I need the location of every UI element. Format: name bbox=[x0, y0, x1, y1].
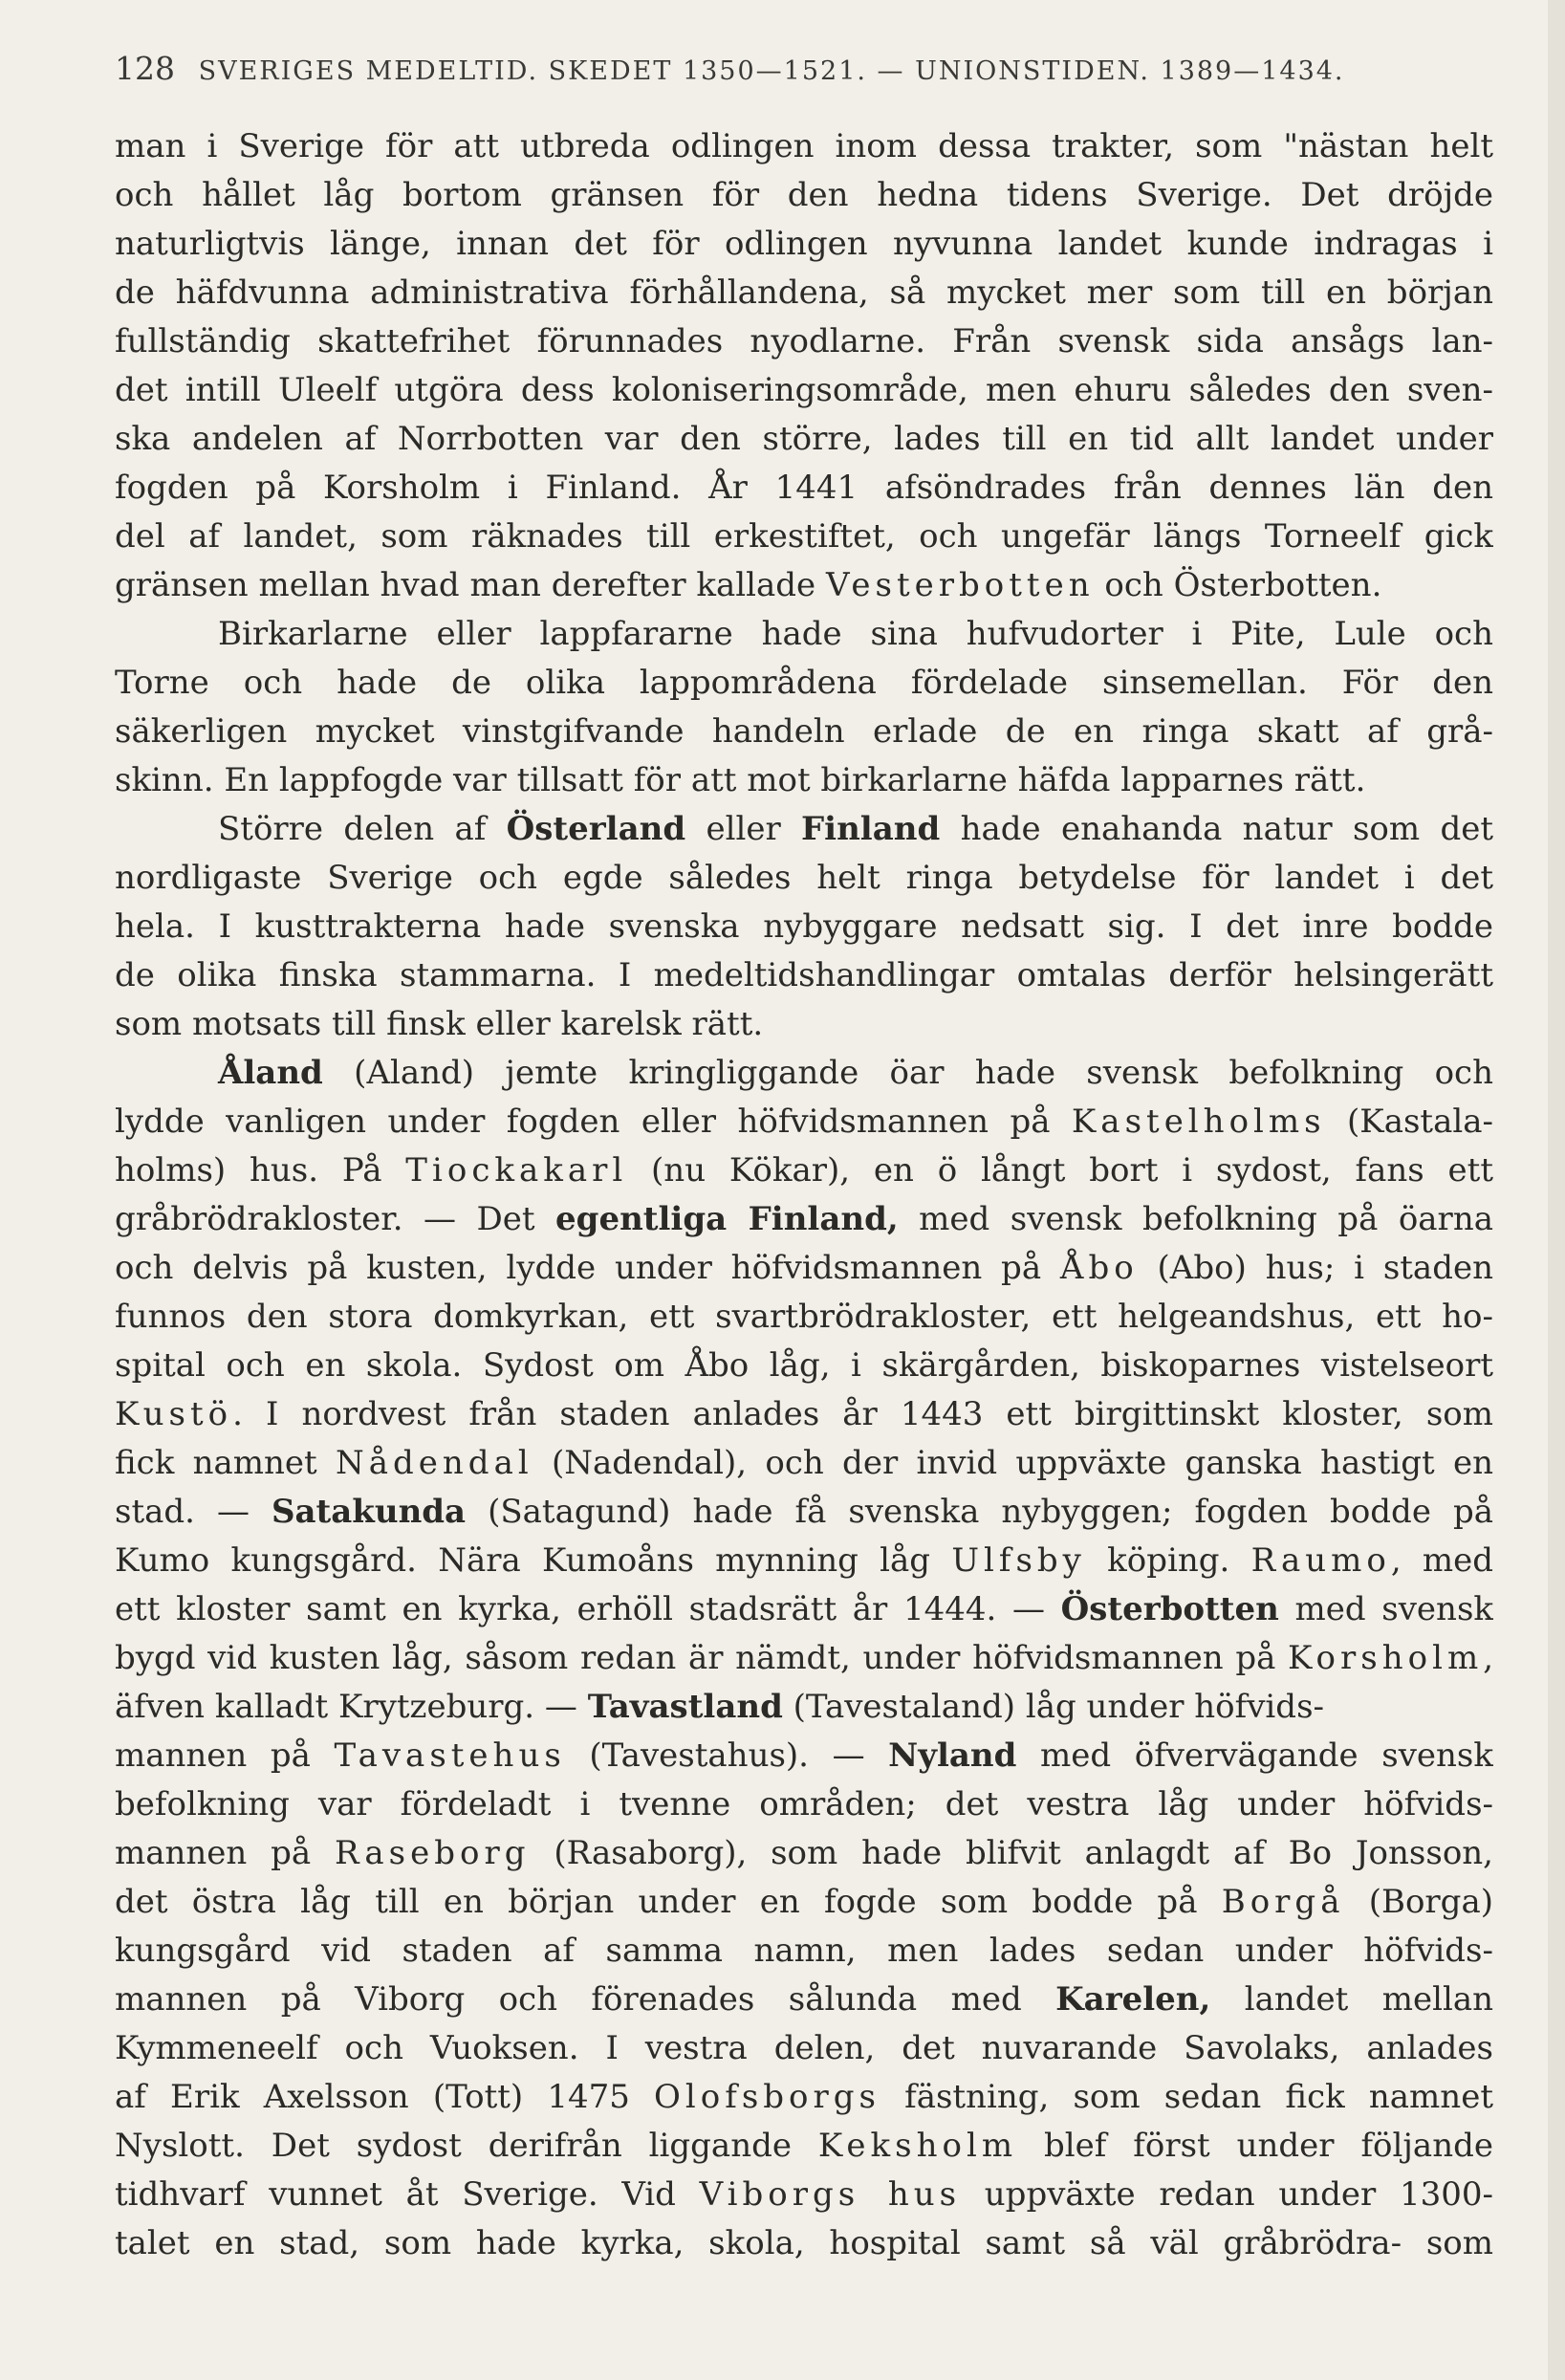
text-run: bygd vid kusten låg, såsom redan är nämdt, under höfvidsmannen på bbox=[115, 1639, 1289, 1677]
text-line bbox=[115, 1049, 1493, 1098]
text-line bbox=[115, 951, 1493, 1000]
text-run: skinn. En lappfogde var tillsatt för att mot birkarlarne häfda lapparnes rätt. bbox=[115, 761, 1366, 799]
bold-term: egentliga Finland, bbox=[555, 1200, 899, 1238]
text-run: de olika finska stammarna. I medeltidshandlingar omtalas derför helsingerätt bbox=[115, 956, 1493, 994]
text-run: och Österbotten. bbox=[1094, 566, 1382, 604]
text-run: och hållet låg bortom gränsen för den hedna tidens Sverige. Det dröjde bbox=[115, 176, 1493, 214]
text-run: ska andelen af Norrbotten var den större, lades till en tid allt landet under bbox=[115, 420, 1493, 458]
text-run: de häfdvunna administrativa förhållandena, så mycket mer som till en början bbox=[115, 273, 1493, 312]
text-run: holms) hus. På bbox=[115, 1151, 406, 1190]
text-run: funnos den stora domkyrkan, ett svartbrödrakloster, ett helgeandshus, ett ho- bbox=[115, 1298, 1493, 1336]
bold-term: Finland bbox=[801, 810, 941, 848]
text-run: mannen på Viborg och förenades sålunda med bbox=[115, 1980, 1056, 2019]
spaced-term: Tavastehus bbox=[334, 1736, 566, 1775]
spaced-term: Keksholm bbox=[817, 2127, 1018, 2165]
text-line bbox=[115, 903, 1493, 951]
text-line bbox=[115, 659, 1493, 708]
text-run: (Tavestahus). — bbox=[565, 1736, 889, 1775]
text-line bbox=[115, 610, 1493, 659]
page-edge bbox=[1548, 0, 1565, 2380]
text-run: gråbrödrakloster. — Det bbox=[115, 1200, 556, 1238]
text-run: (Rasaborg), som hade blifvit anlagdt af Bo Jonsson, bbox=[530, 1834, 1493, 1872]
text-run: Torne och hade de olika lappområdena fördelade sinsemellan. För den bbox=[115, 664, 1493, 702]
text-run: (Borga) bbox=[1344, 1883, 1493, 1921]
text-line bbox=[115, 415, 1493, 464]
text-run: landet mellan bbox=[1210, 1980, 1493, 2019]
bold-term: Satakunda bbox=[271, 1493, 467, 1531]
text-run: eller bbox=[685, 810, 802, 848]
text-line bbox=[115, 1000, 1493, 1049]
text-line bbox=[115, 1293, 1493, 1342]
text-run: Birkarlarne eller lappfararne hade sina hufvudorter i Pite, Lule och bbox=[218, 615, 1493, 653]
spaced-term: Kustö bbox=[115, 1395, 233, 1433]
text-run: säkerligen mycket vinstgifvande handeln erlade de en ringa skatt af grå- bbox=[115, 712, 1493, 751]
text-run: det intill Uleelf utgöra dess koloniseringsområde, men ehuru således den sven- bbox=[115, 371, 1493, 409]
text-line bbox=[115, 317, 1493, 366]
spaced-term: Åbo bbox=[1059, 1249, 1139, 1287]
text-line bbox=[115, 1683, 1493, 1732]
text-line bbox=[115, 1488, 1493, 1537]
text-line bbox=[115, 1342, 1493, 1390]
text-run: mannen på bbox=[115, 1736, 335, 1775]
text-line bbox=[115, 1878, 1493, 1927]
text-run: hade enahanda natur som det bbox=[940, 810, 1493, 848]
text-run: med svensk bbox=[1278, 1590, 1493, 1628]
text-run: Nyslott. Det sydost derifrån liggande bbox=[115, 2127, 818, 2165]
text-line bbox=[115, 1537, 1493, 1585]
text-line bbox=[115, 1829, 1493, 1878]
spaced-term: Ulfsby bbox=[951, 1541, 1086, 1580]
text-run: uppväxte redan under 1300- bbox=[961, 2175, 1493, 2214]
page-number: 128 bbox=[115, 50, 175, 87]
text-line bbox=[115, 1585, 1493, 1634]
text-line bbox=[115, 1732, 1493, 1780]
text-line bbox=[115, 1439, 1493, 1488]
text-line bbox=[115, 122, 1493, 171]
spaced-term: Olofsborgs bbox=[654, 2078, 880, 2116]
text-run: Kumo kungsgård. Nära Kumoåns mynning låg bbox=[115, 1541, 952, 1580]
text-line bbox=[115, 1634, 1493, 1683]
text-run: (Satagund) hade få svenska nybyggen; fogden bodde på bbox=[466, 1493, 1493, 1531]
text-line bbox=[115, 1098, 1493, 1146]
text-run: blef först under följande bbox=[1017, 2127, 1493, 2165]
text-run: (Kastala- bbox=[1325, 1103, 1493, 1141]
text-run: naturligtvis länge, innan det för odlingen nyvunna landet kunde indragas i bbox=[115, 225, 1493, 263]
bold-term: Åland bbox=[218, 1054, 323, 1092]
spaced-term: Vesterbotten bbox=[825, 566, 1095, 604]
text-line bbox=[115, 708, 1493, 756]
text-line bbox=[115, 220, 1493, 269]
text-line bbox=[115, 513, 1493, 561]
bold-term: Österbotten bbox=[1060, 1590, 1279, 1628]
spaced-term: Tiockakarl bbox=[405, 1151, 628, 1190]
text-run: (Abo) hus; i staden bbox=[1138, 1249, 1493, 1287]
text-run: lydde vanligen under fogden eller höfvidsmannen på bbox=[115, 1103, 1072, 1141]
spaced-term: Kastelholms bbox=[1071, 1103, 1326, 1141]
text-line bbox=[115, 366, 1493, 415]
text-run: ett kloster samt en kyrka, erhöll stadsrätt år 1444. — bbox=[115, 1590, 1061, 1628]
text-run: som motsats till finsk eller karelsk rätt. bbox=[115, 1005, 764, 1043]
text-line bbox=[115, 1146, 1493, 1195]
text-run: kungsgård vid staden af samma namn, men lades sedan under höfvids- bbox=[115, 1932, 1493, 1970]
text-line bbox=[115, 269, 1493, 317]
spaced-term: Korsholm bbox=[1288, 1639, 1484, 1677]
text-line bbox=[115, 805, 1493, 854]
text-line bbox=[115, 561, 1493, 610]
text-line bbox=[115, 756, 1493, 805]
text-line bbox=[115, 2122, 1493, 2171]
text-run: af Erik Axelsson (Tott) 1475 bbox=[115, 2078, 655, 2116]
text-run: fullständig skattefrihet förunnades nyodlarne. Från svensk sida ansågs lan- bbox=[115, 322, 1493, 360]
text-run: med svensk befolkning på öarna bbox=[898, 1200, 1493, 1238]
text-run: stad. — bbox=[115, 1493, 272, 1531]
body-text bbox=[115, 122, 1493, 2268]
text-run: fick namnet bbox=[115, 1444, 336, 1482]
text-run: mannen på bbox=[115, 1834, 336, 1872]
spaced-term: Borgå bbox=[1221, 1883, 1345, 1921]
text-run: spital och en skola. Sydost om Åbo låg, i skärgården, biskoparnes vistelseort bbox=[115, 1346, 1493, 1385]
text-run: hela. I kusttrakterna hade svenska nybyggare nedsatt sig. I det inre bodde bbox=[115, 907, 1493, 946]
text-run: talet en stad, som hade kyrka, skola, hospital samt så väl gråbrödra- som bbox=[115, 2224, 1493, 2262]
text-run: tidhvarf vunnet åt Sverige. Vid bbox=[115, 2175, 700, 2214]
text-run: fästning, som sedan fick namnet bbox=[880, 2078, 1493, 2116]
text-run: befolkning var fördeladt i tvenne områden; det vestra låg under höfvids- bbox=[115, 1785, 1493, 1823]
text-run: Större delen af bbox=[218, 810, 507, 848]
text-run: det östra låg till en början under en fogde som bodde på bbox=[115, 1883, 1222, 1921]
text-run: (Tavestaland) låg under höfvids- bbox=[782, 1688, 1325, 1726]
bold-term: Österland bbox=[506, 810, 686, 848]
text-line bbox=[115, 2024, 1493, 2073]
text-line bbox=[115, 2171, 1493, 2219]
text-line bbox=[115, 1244, 1493, 1293]
text-run: gränsen mellan hvad man derefter kallade bbox=[115, 566, 826, 604]
text-run: och delvis på kusten, lydde under höfvidsmannen på bbox=[115, 1249, 1060, 1287]
text-line bbox=[115, 2219, 1493, 2268]
text-run: äfven kalladt Krytzeburg. — bbox=[115, 1688, 588, 1726]
spaced-term: Nådendal bbox=[336, 1444, 533, 1482]
text-run: , med bbox=[1390, 1541, 1493, 1580]
text-line bbox=[115, 2073, 1493, 2122]
spaced-term: Viborgs hus bbox=[699, 2175, 962, 2214]
bold-term: Karelen, bbox=[1055, 1980, 1211, 2019]
text-run: (nu Kökar), en ö långt bort i sydost, fans ett bbox=[627, 1151, 1493, 1190]
text-line bbox=[115, 171, 1493, 220]
text-run: köping. bbox=[1085, 1541, 1251, 1580]
text-run: (Nadendal), och der invid uppväxte ganska hastigt en bbox=[533, 1444, 1493, 1482]
spaced-term: Raseborg bbox=[335, 1834, 531, 1872]
text-line bbox=[115, 1780, 1493, 1829]
text-run: med öfvervägande svensk bbox=[1016, 1736, 1493, 1775]
text-run: (Aland) jemte kringliggande öar hade svensk befolkning och bbox=[322, 1054, 1493, 1092]
text-run: , bbox=[1483, 1639, 1493, 1677]
text-run: fogden på Korsholm i Finland. År 1441 afsöndrades från dennes län den bbox=[115, 469, 1493, 507]
text-run: man i Sverige för att utbreda odlingen inom dessa trakter, som "nästan helt bbox=[115, 127, 1493, 165]
spaced-term: Raumo bbox=[1250, 1541, 1391, 1580]
text-run: nordligaste Sverige och egde således helt ringa betydelse för landet i det bbox=[115, 859, 1493, 897]
text-line bbox=[115, 464, 1493, 513]
text-line bbox=[115, 1976, 1493, 2024]
text-line bbox=[115, 1390, 1493, 1439]
bold-term: Nyland bbox=[888, 1736, 1017, 1775]
text-run: Kymmeneelf och Vuoksen. I vestra delen, det nuvarande Savolaks, anlades bbox=[115, 2029, 1493, 2067]
bold-term: Tavastland bbox=[587, 1688, 783, 1726]
text-line bbox=[115, 1927, 1493, 1976]
text-line bbox=[115, 854, 1493, 903]
running-header bbox=[115, 50, 1491, 87]
running-title: SVERIGES MEDELTID. SKEDET 1350—1521. — UNIONSTIDEN. 1389—1434. bbox=[198, 56, 1345, 86]
text-run: . I nordvest från staden anlades år 1443 ett birgittinskt kloster, som bbox=[232, 1395, 1493, 1433]
text-run: del af landet, som räknades till erkestiftet, och ungefär längs Torneelf gick bbox=[115, 517, 1493, 556]
text-line bbox=[115, 1195, 1493, 1244]
